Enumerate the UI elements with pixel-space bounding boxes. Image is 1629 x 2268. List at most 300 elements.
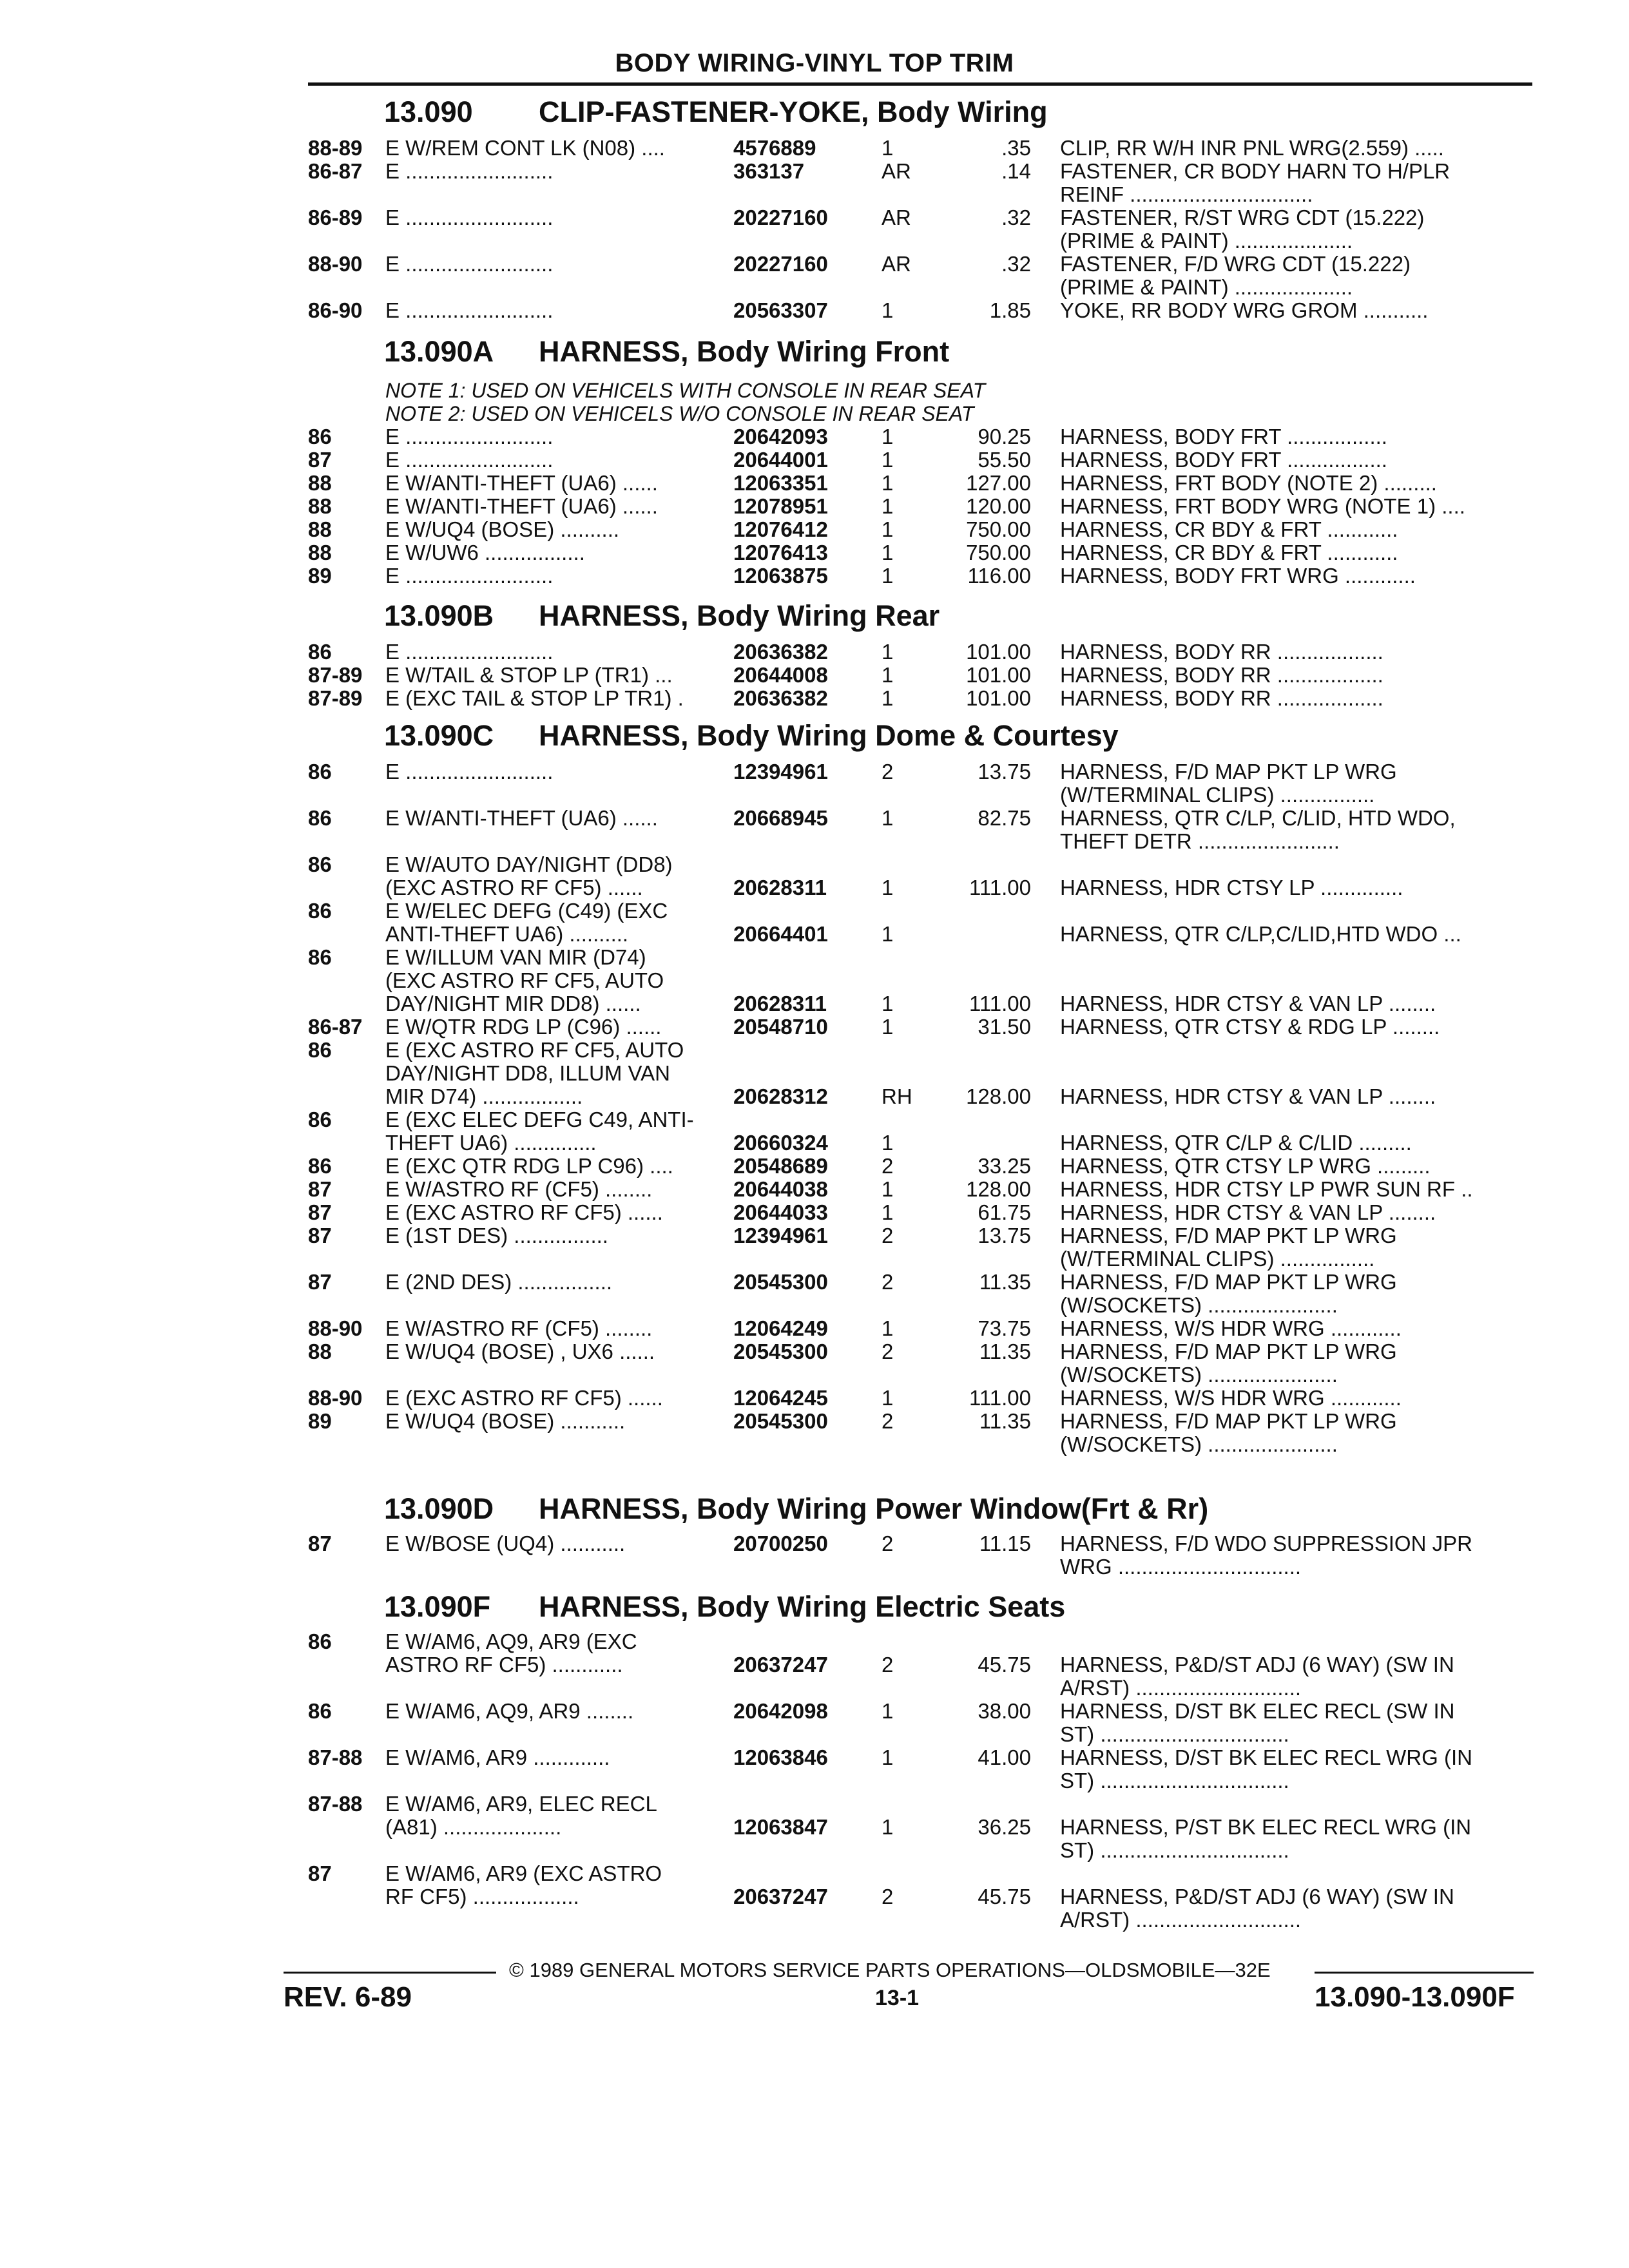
part-name: HARNESS, BODY FRT .................	[1060, 425, 1387, 448]
model-years: 86	[308, 760, 332, 783]
part-number: 20644008	[733, 663, 828, 687]
price: 111.00	[969, 876, 1031, 899]
model-years: 89	[308, 564, 332, 588]
usage-description: E W/REM CONT LK (N08) ....	[385, 136, 665, 160]
quantity: 2	[882, 1409, 894, 1433]
parts-row	[308, 425, 1532, 448]
section-title: HARNESS, Body Wiring Electric Seats	[539, 1590, 1066, 1623]
price: 11.35	[979, 1270, 1031, 1294]
parts-row	[308, 1555, 1532, 1579]
quantity: 1	[882, 1015, 894, 1039]
revision-label: REV. 6-89	[284, 1981, 412, 2013]
quantity: 2	[882, 1340, 894, 1363]
quantity: 1	[882, 1200, 894, 1224]
usage-description: E W/ASTRO RF (CF5) ........	[385, 1177, 653, 1201]
usage-description: RF CF5) ..................	[385, 1885, 579, 1908]
part-number: 20628312	[733, 1084, 828, 1108]
model-years: 86-90	[308, 298, 363, 322]
part-number: 20668945	[733, 806, 828, 830]
part-name: FASTENER, CR BODY HARN TO H/PLR	[1060, 159, 1451, 183]
parts-row	[308, 1108, 1532, 1131]
parts-row	[308, 1433, 1532, 1456]
part-number: 20628311	[733, 992, 827, 1015]
part-number: 20227160	[733, 206, 828, 229]
parts-row	[308, 1723, 1532, 1746]
parts-row	[308, 1769, 1532, 1792]
quantity: 1	[882, 541, 894, 564]
usage-description: E W/AM6, AR9 (EXC ASTRO	[385, 1861, 662, 1885]
usage-description: E W/UQ4 (BOSE) , UX6 ......	[385, 1340, 655, 1363]
quantity: 1	[882, 640, 894, 664]
part-number: 20545300	[733, 1270, 828, 1294]
parts-row	[308, 807, 1532, 830]
part-number: 20637247	[733, 1653, 828, 1677]
part-number: 20642098	[733, 1699, 828, 1723]
model-years: 86	[308, 1699, 332, 1723]
parts-row	[308, 1363, 1532, 1387]
usage-description: E (EXC ASTRO RF CF5) ......	[385, 1386, 663, 1410]
parts-row	[308, 276, 1532, 299]
price: 120.00	[966, 494, 1031, 518]
part-number: 20700250	[733, 1532, 828, 1555]
model-years: 87-88	[308, 1792, 363, 1816]
model-years: 87	[308, 1224, 332, 1247]
quantity: 1	[882, 1699, 894, 1723]
price: .14	[1001, 159, 1031, 183]
usage-description: E .........................	[385, 206, 554, 229]
parts-row	[308, 1039, 1532, 1062]
parts-row	[308, 1839, 1532, 1862]
parts-row	[308, 853, 1532, 876]
parts-row	[308, 1630, 1532, 1653]
section-title: CLIP-FASTENER-YOKE, Body Wiring	[539, 95, 1048, 128]
usage-description: E (1ST DES) ................	[385, 1224, 608, 1247]
price: 38.00	[978, 1699, 1031, 1723]
part-name: HARNESS, BODY FRT WRG ............	[1060, 564, 1416, 588]
quantity: 1	[882, 1316, 894, 1340]
part-number: 20644033	[733, 1200, 828, 1224]
price: 101.00	[966, 663, 1031, 687]
section-code: 13.090F	[384, 1590, 491, 1623]
usage-description: E (EXC ELEC DEFG C49, ANTI-	[385, 1108, 694, 1131]
page-number: 13-1	[875, 1986, 920, 2010]
parts-row	[308, 876, 1532, 899]
model-years: 86	[308, 899, 332, 923]
part-name: FASTENER, F/D WRG CDT (15.222)	[1060, 252, 1411, 276]
model-years: 88	[308, 471, 332, 495]
model-years: 86	[308, 1038, 332, 1062]
part-name: HARNESS, P/ST BK ELEC RECL WRG (IN	[1060, 1815, 1472, 1839]
part-name: A/RST) ............................	[1060, 1908, 1302, 1932]
model-years: 86	[308, 1108, 332, 1131]
parts-row	[308, 299, 1532, 322]
part-number: 20660324	[733, 1131, 828, 1155]
part-name: HARNESS, BODY FRT .................	[1060, 448, 1387, 472]
model-years: 87-88	[308, 1745, 363, 1769]
parts-row	[308, 1340, 1532, 1363]
section-heading	[384, 335, 949, 369]
model-years: 87	[308, 1270, 332, 1294]
parts-row	[308, 206, 1532, 229]
part-number: 20637247	[733, 1885, 828, 1908]
parts-row	[308, 830, 1532, 853]
section-range: 13.090-13.090F	[1315, 1981, 1515, 2013]
price: 33.25	[978, 1154, 1031, 1178]
model-years: 86-87	[308, 1015, 363, 1039]
parts-row	[308, 640, 1532, 664]
model-years: 88	[308, 1340, 332, 1363]
quantity: 1	[882, 448, 894, 472]
price: 73.75	[978, 1316, 1031, 1340]
part-number: 12063351	[733, 471, 828, 495]
usage-description: E .........................	[385, 252, 554, 276]
quantity: 2	[882, 1885, 894, 1908]
part-number: 363137	[733, 159, 805, 183]
page-title: BODY WIRING-VINYL TOP TRIM	[615, 49, 1014, 77]
model-years: 87	[308, 448, 332, 472]
part-name: REINF ...............................	[1060, 182, 1313, 206]
part-name: HARNESS, QTR C/LP & C/LID .........	[1060, 1131, 1412, 1155]
price: 13.75	[978, 760, 1031, 783]
usage-description: E .........................	[385, 448, 554, 472]
price: 128.00	[966, 1084, 1031, 1108]
parts-row	[308, 253, 1532, 276]
parts-row	[308, 760, 1532, 783]
usage-description: E (EXC TAIL & STOP LP TR1) .	[385, 686, 684, 710]
part-number: 12076413	[733, 541, 828, 564]
section-heading	[384, 1492, 1208, 1526]
model-years: 86	[308, 640, 332, 664]
part-name: HARNESS, QTR CTSY & RDG LP ........	[1060, 1015, 1440, 1039]
parts-row	[308, 1746, 1532, 1769]
price: 90.25	[978, 425, 1031, 448]
part-name: HARNESS, HDR CTSY & VAN LP ........	[1060, 1200, 1436, 1224]
price: 101.00	[966, 686, 1031, 710]
price: 82.75	[978, 806, 1031, 830]
price: 127.00	[966, 471, 1031, 495]
parts-row	[308, 137, 1532, 160]
part-name: HARNESS, HDR CTSY LP PWR SUN RF ..	[1060, 1177, 1473, 1201]
usage-description: E .........................	[385, 298, 554, 322]
usage-description: E W/ANTI-THEFT (UA6) ......	[385, 471, 658, 495]
parts-row	[308, 183, 1532, 206]
quantity: AR	[882, 206, 911, 229]
model-years: 87	[308, 1200, 332, 1224]
part-name: HARNESS, F/D MAP PKT LP WRG	[1060, 1270, 1397, 1294]
copyright-line: © 1989 GENERAL MOTORS SERVICE PARTS OPERATIONS—OLDSMOBILE—32E	[509, 1959, 1271, 1981]
quantity: 1	[882, 1177, 894, 1201]
quantity: 1	[882, 1815, 894, 1839]
model-years: 87	[308, 1861, 332, 1885]
quantity: 2	[882, 1653, 894, 1677]
quantity: 1	[882, 876, 894, 899]
model-years: 88-90	[308, 1316, 363, 1340]
price: 36.25	[978, 1815, 1031, 1839]
part-name: HARNESS, BODY RR ..................	[1060, 663, 1383, 687]
parts-row	[308, 1532, 1532, 1555]
part-number: 12076412	[733, 517, 828, 541]
parts-row	[308, 541, 1532, 564]
price: 111.00	[969, 1386, 1031, 1410]
parts-row	[308, 1085, 1532, 1108]
parts-row	[308, 1816, 1532, 1839]
quantity: AR	[882, 159, 911, 183]
section-title: HARNESS, Body Wiring Rear	[539, 599, 940, 632]
section-code: 13.090D	[384, 1492, 494, 1525]
quantity: AR	[882, 252, 911, 276]
parts-row	[308, 1410, 1532, 1433]
usage-description: E W/ELEC DEFG (C49) (EXC	[385, 899, 668, 923]
part-number: 20644038	[733, 1177, 828, 1201]
parts-row	[308, 1862, 1532, 1885]
parts-row	[308, 1224, 1532, 1247]
quantity: 1	[882, 992, 894, 1015]
price: 11.35	[979, 1340, 1031, 1363]
part-name: (PRIME & PAINT) ....................	[1060, 275, 1353, 299]
quantity: 2	[882, 760, 894, 783]
usage-description: E W/AM6, AR9, ELEC RECL	[385, 1792, 657, 1816]
usage-description: E W/ILLUM VAN MIR (D74)	[385, 945, 646, 969]
parts-row	[308, 1247, 1532, 1271]
model-years: 87	[308, 1177, 332, 1201]
usage-description: E W/BOSE (UQ4) ...........	[385, 1532, 626, 1555]
quantity: 1	[882, 686, 894, 710]
price: 116.00	[967, 564, 1031, 588]
usage-description: MIR D74) .................	[385, 1084, 583, 1108]
quantity: 2	[882, 1532, 894, 1555]
part-name: HARNESS, QTR CTSY LP WRG .........	[1060, 1154, 1431, 1178]
usage-description: DAY/NIGHT MIR DD8) ......	[385, 992, 641, 1015]
part-name: HARNESS, FRT BODY (NOTE 2) .........	[1060, 471, 1437, 495]
section-title: HARNESS, Body Wiring Dome & Courtesy	[539, 719, 1119, 752]
parts-row	[308, 495, 1532, 518]
quantity: 2	[882, 1270, 894, 1294]
price: 11.35	[979, 1409, 1031, 1433]
parts-row	[308, 1294, 1532, 1317]
usage-description: E W/ANTI-THEFT (UA6) ......	[385, 494, 658, 518]
parts-row	[308, 899, 1532, 923]
usage-description: E .........................	[385, 640, 554, 664]
usage-description: E .........................	[385, 564, 554, 588]
parts-row	[308, 1317, 1532, 1340]
part-name: HARNESS, D/ST BK ELEC RECL (SW IN	[1060, 1699, 1455, 1723]
part-name: (W/SOCKETS) ......................	[1060, 1432, 1338, 1456]
part-name: HARNESS, F/D MAP PKT LP WRG	[1060, 1224, 1397, 1247]
section-code: 13.090B	[384, 599, 494, 632]
model-years: 88-89	[308, 136, 363, 160]
parts-row	[308, 1700, 1532, 1723]
usage-description: E (EXC ASTRO RF CF5) ......	[385, 1200, 663, 1224]
usage-description: E W/UW6 .................	[385, 541, 585, 564]
price: 45.75	[978, 1885, 1031, 1908]
usage-description: E W/ASTRO RF (CF5) ........	[385, 1316, 653, 1340]
model-years: 87-89	[308, 686, 363, 710]
part-name: (PRIME & PAINT) ....................	[1060, 229, 1353, 253]
parts-row	[308, 664, 1532, 687]
usage-description: E .........................	[385, 760, 554, 783]
part-name: HARNESS, QTR C/LP, C/LID, HTD WDO,	[1060, 806, 1456, 830]
price: 11.15	[979, 1532, 1031, 1555]
parts-row	[308, 1155, 1532, 1178]
footer-rule-left	[284, 1972, 496, 1974]
model-years: 88-90	[308, 1386, 363, 1410]
price: 13.75	[978, 1224, 1031, 1247]
parts-row	[308, 1908, 1532, 1932]
footer-rule-right	[1315, 1972, 1534, 1974]
parts-row	[308, 783, 1532, 807]
parts-row	[308, 1131, 1532, 1155]
part-name: (W/SOCKETS) ......................	[1060, 1293, 1338, 1317]
usage-description: E (2ND DES) ................	[385, 1270, 613, 1294]
part-number: 12064249	[733, 1316, 828, 1340]
part-name: HARNESS, F/D WDO SUPPRESSION JPR	[1060, 1532, 1472, 1555]
section-code: 13.090A	[384, 335, 494, 368]
part-name: CLIP, RR W/H INR PNL WRG(2.559) .....	[1060, 136, 1444, 160]
quantity: 1	[882, 517, 894, 541]
quantity: 1	[882, 471, 894, 495]
part-name: HARNESS, W/S HDR WRG ............	[1060, 1386, 1402, 1410]
usage-description: ASTRO RF CF5) ............	[385, 1653, 623, 1677]
parts-row	[308, 1387, 1532, 1410]
quantity: 1	[882, 1131, 894, 1155]
usage-description: E (EXC ASTRO RF CF5, AUTO	[385, 1038, 684, 1062]
quantity: 1	[882, 136, 894, 160]
price: .35	[1001, 136, 1031, 160]
quantity: 1	[882, 564, 894, 588]
quantity: 1	[882, 1386, 894, 1410]
parts-row	[308, 472, 1532, 495]
usage-description: E W/AM6, AQ9, AR9 (EXC	[385, 1629, 637, 1653]
usage-description: E W/AUTO DAY/NIGHT (DD8)	[385, 852, 673, 876]
model-years: 87-89	[308, 663, 363, 687]
model-years: 86	[308, 1629, 332, 1653]
price: 750.00	[966, 517, 1031, 541]
usage-description: E W/AM6, AR9 .............	[385, 1745, 610, 1769]
model-years: 86	[308, 425, 332, 448]
price: 111.00	[969, 992, 1031, 1015]
section-heading	[384, 1590, 1065, 1624]
section-note: NOTE 2: USED ON VEHICELS W/O CONSOLE IN REAR SEAT	[385, 402, 974, 425]
usage-description: (A81) ....................	[385, 1815, 562, 1839]
part-number: 12063875	[733, 564, 828, 588]
part-name: FASTENER, R/ST WRG CDT (15.222)	[1060, 206, 1425, 229]
part-name: HARNESS, FRT BODY WRG (NOTE 1) ....	[1060, 494, 1465, 518]
part-name: YOKE, RR BODY WRG GROM ...........	[1060, 298, 1429, 322]
parts-row	[308, 1885, 1532, 1908]
quantity: 1	[882, 494, 894, 518]
model-years: 88	[308, 541, 332, 564]
section-title: HARNESS, Body Wiring Power Window(Frt & Rr)	[539, 1492, 1209, 1525]
quantity: 1	[882, 298, 894, 322]
parts-row	[308, 1792, 1532, 1816]
part-number: 12063846	[733, 1745, 828, 1769]
price: 750.00	[966, 541, 1031, 564]
quantity: 1	[882, 663, 894, 687]
price: 45.75	[978, 1653, 1031, 1677]
model-years: 86	[308, 806, 332, 830]
part-name: HARNESS, HDR CTSY LP ..............	[1060, 876, 1403, 899]
part-number: 12394961	[733, 760, 828, 783]
price: 1.85	[989, 298, 1031, 322]
quantity: 1	[882, 425, 894, 448]
model-years: 88	[308, 494, 332, 518]
price: 128.00	[966, 1177, 1031, 1201]
quantity: 2	[882, 1154, 894, 1178]
usage-description: THEFT UA6) ..............	[385, 1131, 597, 1155]
model-years: 86-87	[308, 159, 363, 183]
part-name: THEFT DETR ........................	[1060, 829, 1340, 853]
part-name: ST) ................................	[1060, 1838, 1289, 1862]
price: 61.75	[978, 1200, 1031, 1224]
part-name: HARNESS, F/D MAP PKT LP WRG	[1060, 760, 1397, 783]
part-number: 20644001	[733, 448, 828, 472]
part-name: HARNESS, CR BDY & FRT ............	[1060, 517, 1398, 541]
parts-row	[308, 992, 1532, 1015]
part-name: A/RST) ............................	[1060, 1676, 1302, 1700]
part-name: HARNESS, HDR CTSY & VAN LP ........	[1060, 1084, 1436, 1108]
model-years: 88-90	[308, 252, 363, 276]
price: 55.50	[978, 448, 1031, 472]
part-number: 12078951	[733, 494, 828, 518]
usage-description: (EXC ASTRO RF CF5) ......	[385, 876, 643, 899]
part-name: HARNESS, P&D/ST ADJ (6 WAY) (SW IN	[1060, 1885, 1454, 1908]
part-number: 20545300	[733, 1340, 828, 1363]
price: 31.50	[978, 1015, 1031, 1039]
part-number: 20545300	[733, 1409, 828, 1433]
parts-row	[308, 1015, 1532, 1039]
part-number: 12394961	[733, 1224, 828, 1247]
parts-row	[308, 1201, 1532, 1224]
quantity: 2	[882, 1224, 894, 1247]
parts-row	[308, 448, 1532, 472]
part-number: 20548689	[733, 1154, 828, 1178]
part-number: 12063847	[733, 1815, 828, 1839]
quantity: 1	[882, 1745, 894, 1769]
parts-row	[308, 1178, 1532, 1201]
parts-row	[308, 1653, 1532, 1677]
part-name: HARNESS, P&D/ST ADJ (6 WAY) (SW IN	[1060, 1653, 1454, 1677]
parts-row	[308, 946, 1532, 969]
usage-description: E W/AM6, AQ9, AR9 ........	[385, 1699, 634, 1723]
part-name: HARNESS, W/S HDR WRG ............	[1060, 1316, 1402, 1340]
model-years: 86	[308, 1154, 332, 1178]
part-number: 4576889	[733, 136, 816, 160]
price: .32	[1001, 252, 1031, 276]
parts-row	[308, 229, 1532, 253]
usage-description: E W/UQ4 (BOSE) ...........	[385, 1409, 626, 1433]
part-name: ST) ................................	[1060, 1722, 1289, 1746]
part-name: HARNESS, CR BDY & FRT ............	[1060, 541, 1398, 564]
quantity: 1	[882, 922, 894, 946]
part-name: HARNESS, BODY RR ..................	[1060, 686, 1383, 710]
section-code: 13.090	[384, 95, 473, 128]
usage-description: E W/ANTI-THEFT (UA6) ......	[385, 806, 658, 830]
usage-description: ANTI-THEFT UA6) ..........	[385, 922, 629, 946]
usage-description: (EXC ASTRO RF CF5, AUTO	[385, 968, 664, 992]
usage-description: E W/TAIL & STOP LP (TR1) ...	[385, 663, 673, 687]
part-number: 20628311	[733, 876, 827, 899]
part-number: 20664401	[733, 922, 828, 946]
usage-description: E W/UQ4 (BOSE) ..........	[385, 517, 620, 541]
price: 41.00	[978, 1745, 1031, 1769]
usage-description: E (EXC QTR RDG LP C96) ....	[385, 1154, 673, 1178]
part-number: 20563307	[733, 298, 828, 322]
section-heading	[384, 95, 1048, 129]
model-years: 89	[308, 1409, 332, 1433]
usage-description: DAY/NIGHT DD8, ILLUM VAN	[385, 1061, 670, 1085]
parts-row	[308, 1677, 1532, 1700]
part-number: 12064245	[733, 1386, 828, 1410]
